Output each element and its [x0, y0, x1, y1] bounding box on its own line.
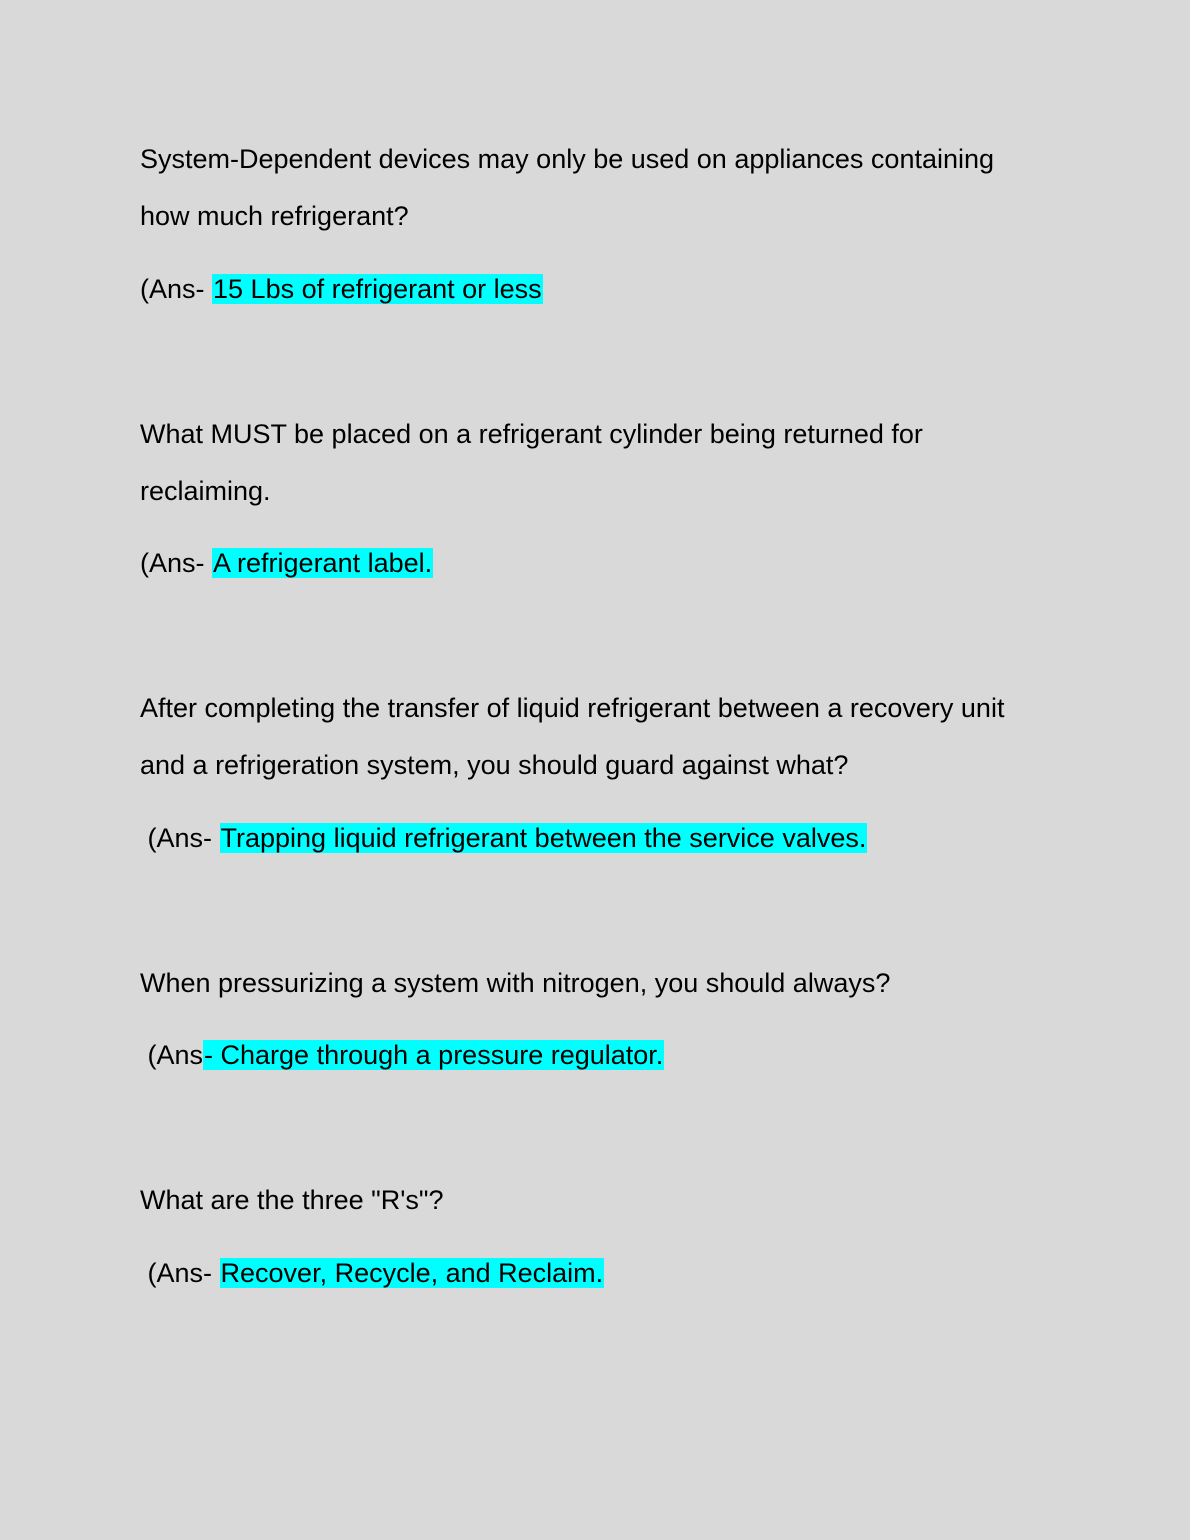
answer-3 [140, 820, 867, 856]
question-1: System-Dependent devices may only be used on appliances containing how much refrigerant? [140, 144, 995, 231]
answer-prefix: (Ans- [140, 274, 213, 304]
highlighted-answer: Trapping liquid refrigerant between the service valves. [220, 823, 867, 853]
question-5: What are the three "R's"? [140, 1185, 444, 1215]
answer-prefix: (Ans- [140, 823, 220, 853]
question-2: What MUST be placed on a refrigerant cylinder being returned for reclaiming. [140, 419, 923, 506]
highlighted-answer: - Charge through a pressure regulator. [204, 1040, 664, 1070]
highlighted-answer: A refrigerant label. [213, 548, 433, 578]
question-3: After completing the transfer of liquid refrigerant between a recovery unit and a refrigeration system, you should guard against what? [140, 693, 1005, 780]
highlighted-answer: 15 Lbs of refrigerant or less [213, 274, 542, 304]
answer-4 [140, 1037, 664, 1073]
answer-1 [140, 271, 543, 307]
answer-5 [140, 1255, 604, 1291]
answer-prefix: (Ans [140, 1040, 204, 1070]
answer-2 [140, 545, 433, 581]
answer-prefix: (Ans- [140, 1258, 220, 1288]
highlighted-answer: Recover, Recycle, and Reclaim. [220, 1258, 604, 1288]
answer-prefix: (Ans- [140, 548, 213, 578]
question-4: When pressurizing a system with nitrogen, you should always? [140, 968, 891, 998]
